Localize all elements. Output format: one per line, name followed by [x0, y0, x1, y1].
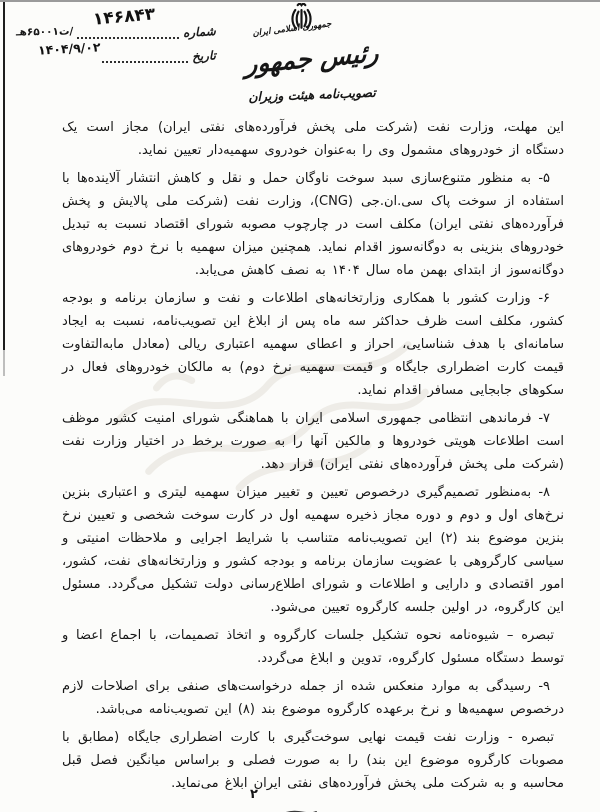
number-label: شماره	[182, 24, 217, 40]
document-date-handwritten: ۱۴۰۴/۹/۰۲	[37, 39, 102, 58]
document-number-suffix: /ت۶۵۰۰۱هـ	[15, 25, 74, 39]
document-number-handwritten: ۱۴۶۸۴۳	[92, 4, 157, 30]
body-paragraph-note-2: تبصره - وزارت نفت قیمت نهایی سوخت‌گیری با کارت اضطراری جایگاه (مطابق با مصوبات کارگروه موضوع این بند) را به صورت فصلی و براساس میانگین فصل قبل محاسبه و به شرکت ملی پخش فرآورده‌های نفتی ایران ابلاغ می‌نماید.	[62, 730, 564, 791]
date-dotted-line	[37, 39, 188, 63]
document-number-row	[15, 4, 217, 40]
country-name: جمهوری اسلامی ایران	[251, 19, 333, 39]
body-paragraph-note-1: تبصره – شیوه‌نامه نحوه تشکیل جلسات کارگروه و اتخاذ تصمیمات، با اجماع اعضا و توسط دستگاه مسئول کارگروه، تدوین و ابلاغ می‌گردد.	[62, 628, 564, 666]
scan-edge-top	[0, 0, 600, 2]
body-paragraph-clause-8: ۸- به‌منظور تصمیم‌گیری درخصوص تعیین و تغییر میزان سهمیه لیتری و اعتباری بنزین نرخ‌های اول و دوم و دوره مجاز ذخیره سهمیه اول در کارت سوخت شخصی و تعیین نرخ بنزین موضوع بند (۲) این تصویب‌نامه متناسب با شرایط اجرایی و ملاحظات امنیتی و سیاسی کارگروهی با عضویت سازمان برنامه و بودجه کشور و وزارتخانه‌های نفت، کشور، امور اقتصادی و دارایی و اطلاعات و شورای اطلاع‌رسانی دولت تشکیل می‌گردد. مسئول این کارگروه، در اولین جلسه کارگروه تعیین می‌شود.	[62, 485, 564, 615]
scan-edge-left-fade	[3, 350, 5, 376]
body-paragraph-continuation: این مهلت، وزارت نفت (شرکت ملی پخش فرآورده‌های نفتی ایران) مجاز است یک دستگاه از خودروهای مشمول وی را به‌عنوان خودروی سهمیه‌دار تعیین نماید.	[62, 120, 564, 158]
document-meta-block	[15, 4, 217, 72]
document-date-row	[16, 39, 217, 64]
president-calligraphy: رئیس جمهور	[245, 38, 379, 79]
body-paragraph-clause-6: ۶- وزارت کشور با همکاری وزارتخانه‌های اطلاعات و نفت و سازمان برنامه و بودجه کشور، مکلف است ظرف حداکثر سه ماه پس از ابلاغ این تصویب‌نامه، نسبت به ایجاد سامانه‌ای با هدف شناسایی، احراز و اعطای سهمیه اعتباری ریالی (معادل مابه‌التفاوت قیمت کارت اضطراری جایگاه و قیمت سهمیه نرخ دوم) به مالکان خودروهای فعال در سکوهای جابجایی مسافر اقدام نماید.	[62, 291, 564, 398]
doc-type-title: تصویب‌نامه هیئت وزیران	[248, 84, 376, 105]
date-label: تاریخ	[191, 48, 217, 64]
body-paragraph-clause-5: ۵- به منظور متنوع‌سازی سبد سوخت ناوگان حمل و نقل و کاهش انتشار آلاینده‌ها با استفاده از سوخت پاک سی.ان.جی (CNG)، وزارت نفت (شرکت ملی پالایش و پخش فرآورده‌های نفتی ایران) مکلف است در چارچوب مصوبه شورای اقتصاد نسبت به تبدیل خودروهای بنزینی به دوگانه‌سوز اقدام نماید. همچنین میزان سهمیه با نرخ دوم خودروهای دوگانه‌سوز از ابتدای بهمن ماه سال ۱۴۰۴ به نصف کاهش می‌یابد.	[62, 171, 565, 278]
body-paragraph-clause-7: ۷- فرماندهی انتظامی جمهوری اسلامی ایران با هماهنگی شورای امنیت کشور موظف است اطلاعات هویتی خودروها و مالکین آنها را به صورت برخط در اختیار وزارت نفت (شرکت ملی پخش فرآورده‌های نفتی ایران) قرار دهد.	[62, 411, 564, 472]
scan-edge-left	[3, 2, 5, 350]
cut-off-signature-stroke	[248, 803, 318, 812]
body-paragraph-clause-9: ۹- رسیدگی به موارد منعکس شده از جمله درخواست‌های صنفی برای اصلاحات لازم درخصوص سهمیه‌ها و نرخ برعهده کارگروه موضوع بند (۸) این تصویب‌نامه می‌باشد.	[62, 679, 564, 717]
decree-body	[62, 116, 564, 800]
page-number: ۲	[250, 787, 258, 802]
number-dotted-line	[77, 4, 179, 39]
